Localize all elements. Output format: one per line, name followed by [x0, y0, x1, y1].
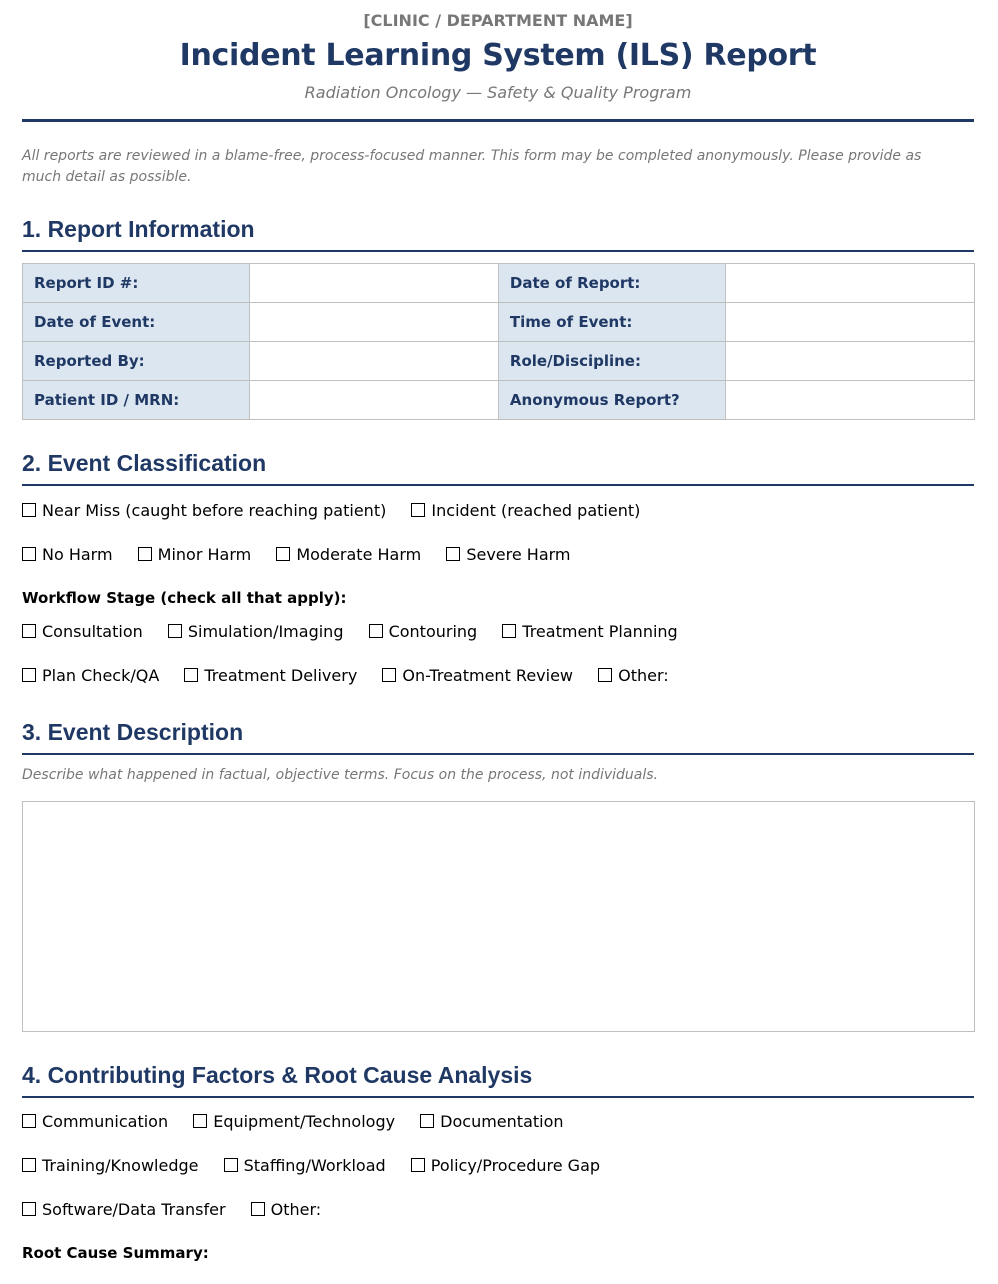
table-row	[23, 264, 975, 303]
role-discipline-label: Role/Discipline:	[498, 342, 725, 381]
checkbox-icon	[138, 547, 152, 561]
checkbox-option[interactable]: Staffing/Workload	[224, 1156, 386, 1175]
checkbox-option[interactable]: On-Treatment Review	[382, 666, 573, 685]
checkbox-icon	[22, 1202, 36, 1216]
checkbox-icon	[193, 1114, 207, 1128]
table-row	[23, 303, 975, 342]
checkbox-option[interactable]: Other:	[251, 1200, 322, 1219]
report-id-field[interactable]	[249, 264, 498, 303]
checkbox-icon	[22, 624, 36, 638]
factors-row-1	[22, 1112, 584, 1131]
checkbox-option[interactable]: Documentation	[420, 1112, 563, 1131]
section-4-heading: 4. Contributing Factors & Root Cause Analysis	[22, 1062, 974, 1098]
checkbox-icon	[411, 503, 425, 517]
checkbox-option[interactable]: Training/Knowledge	[22, 1156, 198, 1175]
checkbox-icon	[22, 668, 36, 682]
event-description-hint: Describe what happened in factual, objective terms. Focus on the process, not individuals.	[22, 767, 659, 783]
checkbox-option[interactable]: Contouring	[369, 622, 478, 641]
checkbox-option[interactable]: Other:	[598, 666, 669, 685]
checkbox-option[interactable]: No Harm	[22, 545, 113, 564]
checkbox-icon	[184, 668, 198, 682]
date-of-report-label: Date of Report:	[498, 264, 725, 303]
patient-id-label: Patient ID / MRN:	[23, 381, 250, 420]
checkbox-option[interactable]: Moderate Harm	[276, 545, 421, 564]
table-row	[23, 381, 975, 420]
section-1-heading: 1. Report Information	[22, 216, 974, 252]
checkbox-icon	[22, 1114, 36, 1128]
intro-text: All reports are reviewed in a blame-free, process-focused manner. This form may be completed anonymously. Please provide as much detail as possible.	[22, 148, 922, 185]
workflow-row-1	[22, 622, 698, 641]
checkbox-icon	[22, 547, 36, 561]
date-of-event-field[interactable]	[249, 303, 498, 342]
factors-row-2	[22, 1156, 620, 1175]
date-of-event-label: Date of Event:	[23, 303, 250, 342]
role-discipline-field[interactable]	[725, 342, 974, 381]
department-name: [CLINIC / DEPARTMENT NAME]	[363, 11, 633, 30]
checkbox-icon	[22, 1158, 36, 1172]
checkbox-option[interactable]: Treatment Planning	[502, 622, 677, 641]
checkbox-icon	[502, 624, 516, 638]
time-of-event-field[interactable]	[725, 303, 974, 342]
event-type-row	[22, 501, 660, 520]
checkbox-icon	[411, 1158, 425, 1172]
checkbox-icon	[420, 1114, 434, 1128]
page-title: Incident Learning System (ILS) Report	[179, 38, 817, 73]
patient-id-field[interactable]	[249, 381, 498, 420]
report-info-table	[22, 263, 975, 420]
checkbox-option[interactable]: Near Miss (caught before reaching patient)	[22, 501, 386, 520]
time-of-event-label: Time of Event:	[498, 303, 725, 342]
checkbox-icon	[598, 668, 612, 682]
root-cause-summary-label: Root Cause Summary:	[22, 1244, 209, 1262]
checkbox-icon	[382, 668, 396, 682]
workflow-stage-label: Workflow Stage (check all that apply):	[22, 589, 347, 607]
checkbox-option[interactable]: Policy/Procedure Gap	[411, 1156, 600, 1175]
page-subtitle: Radiation Oncology — Safety & Quality Program	[304, 83, 692, 102]
section-3-heading: 3. Event Description	[22, 719, 974, 755]
anonymous-report-field[interactable]	[725, 381, 974, 420]
checkbox-option[interactable]: Software/Data Transfer	[22, 1200, 226, 1219]
checkbox-icon	[224, 1158, 238, 1172]
checkbox-icon	[446, 547, 460, 561]
checkbox-option[interactable]: Consultation	[22, 622, 143, 641]
checkbox-option[interactable]: Equipment/Technology	[193, 1112, 395, 1131]
checkbox-option[interactable]: Incident (reached patient)	[411, 501, 640, 520]
reported-by-field[interactable]	[249, 342, 498, 381]
workflow-row-2	[22, 666, 689, 685]
checkbox-icon	[251, 1202, 265, 1216]
checkbox-option[interactable]: Simulation/Imaging	[168, 622, 344, 641]
factors-row-3	[22, 1200, 341, 1219]
checkbox-option[interactable]: Minor Harm	[138, 545, 252, 564]
anonymous-report-label: Anonymous Report?	[498, 381, 725, 420]
report-id-label: Report ID #:	[23, 264, 250, 303]
checkbox-icon	[276, 547, 290, 561]
checkbox-option[interactable]: Treatment Delivery	[184, 666, 357, 685]
checkbox-icon	[22, 503, 36, 517]
section-2-heading: 2. Event Classification	[22, 450, 974, 486]
checkbox-icon	[369, 624, 383, 638]
checkbox-option[interactable]: Communication	[22, 1112, 168, 1131]
checkbox-option[interactable]: Plan Check/QA	[22, 666, 159, 685]
checkbox-icon	[168, 624, 182, 638]
harm-level-row	[22, 545, 591, 564]
checkbox-option[interactable]: Severe Harm	[446, 545, 570, 564]
header-rule	[22, 119, 974, 122]
reported-by-label: Reported By:	[23, 342, 250, 381]
table-row	[23, 342, 975, 381]
event-description-textarea[interactable]	[22, 801, 975, 1032]
date-of-report-field[interactable]	[725, 264, 974, 303]
